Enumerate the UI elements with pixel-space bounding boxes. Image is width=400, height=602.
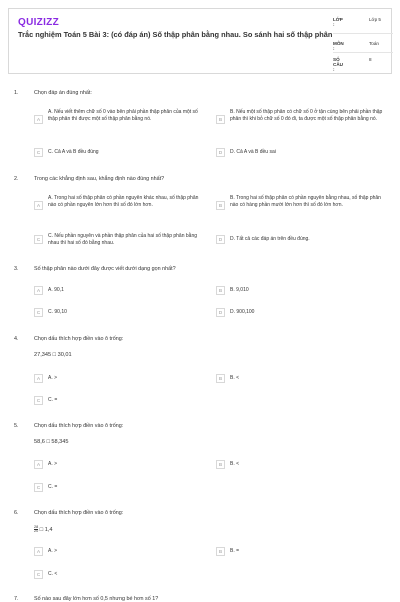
option-text: C. 90,10 [48,309,67,315]
comparison-expression [34,526,53,533]
option-letter-box: C [34,235,43,244]
question-number: 1. [14,90,19,96]
option-letter-box: A [34,286,43,295]
option-letter-box: B [216,286,225,295]
option-text: D. Cả A và B đều sai [230,149,276,155]
fraction-numerator: 28 [34,525,39,529]
comparison-expression: 27,345 □ 30,01 [34,352,72,358]
option-text: A. 90,1 [48,287,64,293]
option-letter-box: A [34,201,43,210]
option-text: B. < [230,375,240,381]
fraction-denominator: 20 [34,529,39,533]
question-number: 2. [14,176,19,182]
option-letter-box: A [34,374,43,383]
option-text: D. 900,100 [230,309,255,315]
meta-count-value: 8 [369,57,372,62]
worksheet-title: Trắc nghiệm Toán 5 Bài 3: (có đáp án) Số thập phân bằng nhau. So sánh hai số thập phân [18,30,333,39]
option-text: C. < [48,571,58,577]
option-letter-box: D [216,308,225,317]
option-text: A. > [48,548,58,554]
worksheet-header [8,8,392,74]
option-letter-box: C [34,483,43,492]
question-text: Chọn dấu thích hợp điền vào ô trống: [34,510,124,516]
meta-subject-label: MÔN : [333,41,344,51]
option-letter-box: C [34,396,43,405]
question-number: 6. [14,510,19,516]
option-text: B. Nếu một số thập phân có chữ số 0 ở tận cùng bên phải phần thập phân thì khi bỏ chữ số 0 đó đi, ta được một số thập phân bằng nó. [230,109,383,122]
question-number: 7. [14,596,19,602]
option-letter-box: D [216,148,225,157]
question-text: Số nào sau đây lớn hơn số 0,5 nhưng bé hơn số 1? [34,596,159,602]
meta-count-label: SỐ CÂU : [333,57,343,72]
option-text: C. = [48,397,58,403]
option-letter-box: B [216,374,225,383]
quizizz-logo: QUIZIZZ [18,17,59,28]
option-letter-box: A [34,460,43,469]
option-letter-box: A [34,115,43,124]
option-letter-box: B [216,201,225,210]
option-letter-box: B [216,547,225,556]
option-text: B. = [230,548,240,554]
option-text: A. > [48,461,58,467]
question-text: Chọn dấu thích hợp điền vào ô trống: [34,336,124,342]
option-text: D. Tất cả các đáp án trên đều đúng. [230,236,310,242]
option-text: B. Trong hai số thập phân có phần nguyên bằng nhau, số thập phân nào có hàng phần mười lớn hơn thì số đó lớn hơn. [230,195,381,208]
question-number: 5. [14,423,19,429]
option-text: C. = [48,484,58,490]
comparison-rest: □ 1,4 [39,526,53,533]
option-letter-box: B [216,460,225,469]
option-text: A. Nếu viết thêm chữ số 0 vào bên phải phần thập phân của một số thập phân thì được một số thập phân bằng nó. [48,109,198,122]
option-text: C. Nếu phần nguyên và phần thập phân của hai số thập phân bằng nhau thì hai số đó bằng nhau. [48,233,198,246]
meta-divider [333,33,393,34]
option-text: A. > [48,375,58,381]
option-letter-box: B [216,115,225,124]
question-text: Chọn đáp án đúng nhất: [34,90,92,96]
meta-divider [333,52,393,53]
question-text: Chọn dấu thích hợp điền vào ô trống: [34,423,124,429]
option-letter-box: C [34,148,43,157]
option-text: A. Trong hai số thập phân có phần nguyên khác nhau, số thập phân nào có phần nguyên lớn hơn thì số đó lớn hơn. [48,195,199,208]
option-text: B. < [230,461,240,467]
option-text: C. Cả A và B đều đúng [48,149,99,155]
option-letter-box: C [34,308,43,317]
question-number: 3. [14,266,19,272]
option-letter-box: D [216,235,225,244]
option-text: B. 9,010 [230,287,249,293]
meta-grade-value: Lớp 5 [369,17,381,22]
option-letter-box: C [34,570,43,579]
meta-subject-value: Toán [369,41,379,46]
question-text: Số thập phân nào dưới đây được viết dưới dạng gọn nhất? [34,266,176,272]
fraction [34,526,38,533]
comparison-expression: 58,6 □ 58,345 [34,439,69,445]
meta-grade-label: LỚP : [333,17,343,27]
question-number: 4. [14,336,19,342]
option-letter-box: A [34,547,43,556]
question-text: Trong các khẳng định sau, khẳng định nào đúng nhất? [34,176,165,182]
